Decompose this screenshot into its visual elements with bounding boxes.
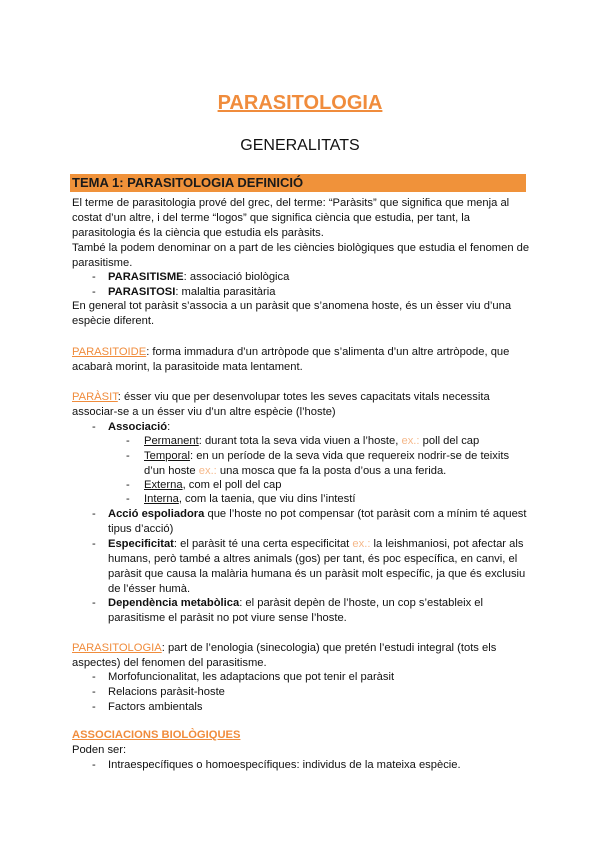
definition: que l’hoste no pot compensar (tot paràsit com a mínim té aquest bbox=[204, 508, 527, 520]
intro-line: També la podem denominar on a part de les ciències biològiques que estudia el fenomen de bbox=[72, 242, 530, 254]
definition: : en un període de la seva vida que requereix nodrir-se de teixits bbox=[190, 450, 510, 462]
term: Interna bbox=[144, 493, 179, 505]
definition: d’un hoste bbox=[144, 465, 199, 477]
term: Externa bbox=[144, 479, 183, 491]
section-heading-bar bbox=[70, 174, 526, 192]
list-item bbox=[108, 537, 523, 552]
definition: , com la taenia, que viu dins l’intestí bbox=[178, 493, 356, 505]
term: Dependència metabòlica bbox=[108, 597, 240, 609]
list-item bbox=[108, 285, 275, 300]
definition-text: : forma immadura d’un artròpode que s’alimenta d’un altre artròpode, que bbox=[146, 346, 510, 358]
paragraph-line: espècie diferent. bbox=[72, 315, 155, 327]
list-bullet: - bbox=[92, 686, 96, 698]
term: Temporal bbox=[144, 450, 191, 462]
page-subtitle: GENERALITATS bbox=[240, 137, 360, 154]
paragraph-line: En general tot paràsit s’associa a un paràsit que s’anomena hoste, és un èsser viu d’una bbox=[72, 300, 512, 312]
sublist-item bbox=[144, 449, 509, 464]
definition: : el paràsit té una certa especificitat bbox=[173, 538, 353, 550]
list-bullet: - bbox=[92, 759, 96, 771]
intro-line: costat d’un altre, i del terme “logos” que significa ciència que estudia, per tant, la bbox=[72, 212, 470, 224]
definition: una mosca que fa la posta d’ous a una ferida. bbox=[216, 465, 447, 477]
definition: : durant tota la seva vida viuen a l’hoste, bbox=[198, 435, 402, 447]
sublist-bullet: - bbox=[126, 435, 130, 447]
sublist-item-cont bbox=[144, 464, 446, 479]
list-item bbox=[108, 507, 527, 522]
list-item-cont: tipus d’acció) bbox=[108, 523, 174, 535]
term-parasitologia: PARASITOLOGIA bbox=[72, 642, 162, 654]
intro-line: parasitologia és la ciència que estudia els paràsits. bbox=[72, 227, 324, 239]
list-bullet: - bbox=[92, 538, 96, 550]
list-bullet: - bbox=[92, 508, 96, 520]
page-title: PARASITOLOGIA bbox=[217, 92, 383, 114]
parasitologia-definition bbox=[72, 641, 532, 656]
list-item-cont: de l’ésser humà. bbox=[108, 583, 191, 595]
sublist-item bbox=[144, 492, 355, 507]
sublist-bullet: - bbox=[126, 493, 130, 505]
intro-line: El terme de parasitologia prové del grec, del terme: “Paràsits” que significa que menja al bbox=[72, 197, 510, 209]
paragraph-line: associar-se a un ésser viu d’un altre espècie (l’hoste) bbox=[72, 406, 336, 418]
term: PARASITOSI bbox=[108, 286, 176, 298]
parasitoide-definition bbox=[72, 345, 532, 360]
list-item: Relacions paràsit-hoste bbox=[108, 686, 225, 698]
sublist-item bbox=[144, 478, 281, 493]
sublist-bullet: - bbox=[126, 479, 130, 491]
list-item: Intraespecífiques o homoespecífiques: individus de la mateixa espècie. bbox=[108, 759, 461, 771]
term: Acció espoliadora bbox=[108, 508, 205, 520]
list-bullet: - bbox=[92, 671, 96, 683]
term: Associació bbox=[108, 421, 168, 433]
definition: , com el poll del cap bbox=[182, 479, 282, 491]
paragraph-line: acabarà morint, la parasitoide mata lentament. bbox=[72, 361, 303, 373]
list-item-cont: humans, però també a altres animals (gos) per tant, és poc específica, en canvi, el bbox=[108, 553, 518, 565]
definition: : associació biològica bbox=[183, 271, 290, 283]
term-parasit: PARÀSIT bbox=[72, 391, 118, 403]
term-parasitoide: PARASITOIDE bbox=[72, 346, 147, 358]
term: Especificitat bbox=[108, 538, 174, 550]
definition-text: : part de l’enologia (sinecologia) que pretén l’estudi integral (tots els bbox=[161, 642, 497, 654]
example-marker: ex.: bbox=[198, 465, 217, 477]
term: PARASITISME bbox=[108, 271, 184, 283]
example-marker: ex.: bbox=[352, 538, 371, 550]
list-item-cont: paràsit que causa la malària humana és un paràsit molt específic, ja que és exclusiu bbox=[108, 568, 526, 580]
list-bullet: - bbox=[92, 701, 96, 713]
associacions-heading bbox=[72, 728, 532, 743]
list-item: Morfofuncionalitat, les adaptacions que pot tenir el paràsit bbox=[108, 671, 395, 683]
list-item: Factors ambientals bbox=[108, 701, 203, 713]
definition: : malaltia parasitària bbox=[175, 286, 276, 298]
definition: : el paràsit depèn de l’hoste, un cop s’estableix el bbox=[239, 597, 483, 609]
list-item bbox=[108, 270, 289, 285]
heading-text: ASSOCIACIONS BIOLÒGIQUES bbox=[72, 729, 241, 741]
paragraph-line: Poden ser: bbox=[72, 744, 127, 756]
colon: : bbox=[167, 421, 171, 433]
intro-line: parasitisme. bbox=[72, 257, 133, 269]
example-marker: ex.: bbox=[401, 435, 420, 447]
definition: la leishmaniosi, pot afectar als bbox=[370, 538, 524, 550]
list-item bbox=[108, 596, 483, 611]
list-item bbox=[108, 420, 170, 435]
list-bullet: - bbox=[92, 271, 96, 283]
list-item-cont: parasitisme el paràsit no pot viure sense l’hoste. bbox=[108, 612, 347, 624]
list-bullet: - bbox=[92, 421, 96, 433]
definition-text: : ésser viu que per desenvolupar totes les seves capacitats vitals necessita bbox=[117, 391, 490, 403]
term: Permanent bbox=[144, 435, 199, 447]
list-bullet: - bbox=[92, 597, 96, 609]
sublist-bullet: - bbox=[126, 450, 130, 462]
definition: poll del cap bbox=[419, 435, 480, 447]
parasit-definition bbox=[72, 390, 532, 405]
paragraph-line: aspectes) del fenomen del parasitisme. bbox=[72, 657, 267, 669]
list-bullet: - bbox=[92, 286, 96, 298]
section-heading: TEMA 1: PARASITOLOGIA DEFINICIÓ bbox=[72, 175, 304, 190]
sublist-item bbox=[144, 434, 479, 449]
